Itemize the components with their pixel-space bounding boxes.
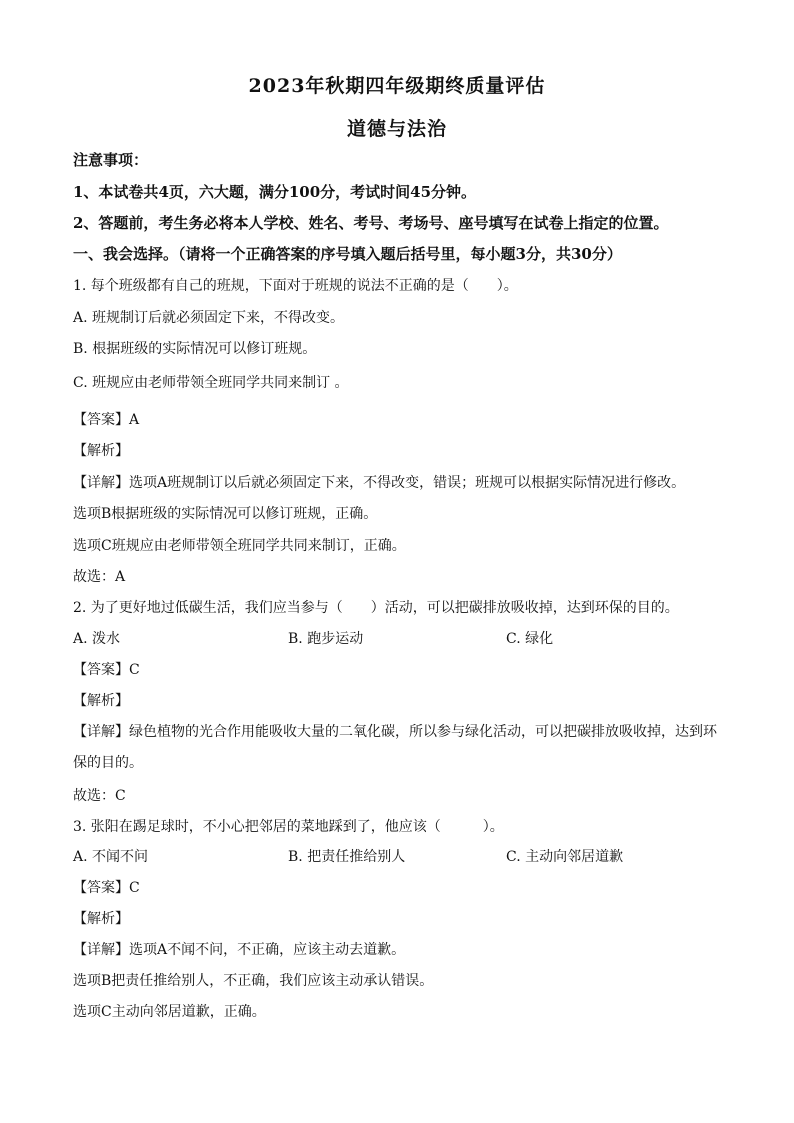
section1-heading: 一、我会选择。（请将一个正确答案的序号填入题后括号里，每小题3分，共30分） [73,245,622,263]
q1-answer: 【答案】A [73,412,140,428]
q1-stem: 1. 每个班级都有自己的班规，下面对于班规的说法不正确的是（ ）。 [73,278,518,294]
q2-option-c: C. 绿化 [506,631,554,647]
q3-answer: 【答案】C [73,880,140,896]
exam-title: 2023年秋期四年级期终质量评估 [248,75,546,97]
q3-option-c: C. 主动向邻居道歉 [506,849,624,865]
q3-detail-3: 选项C主动向邻居道歉，正确。 [73,1004,266,1020]
q1-option-a: A. 班规制订后就必须固定下来，不得改变。 [73,310,345,326]
q1-detail-1: 【详解】选项A班规制订以后就必须固定下来，不得改变，错误；班规可以根据实际情况进行修改。 [73,475,686,491]
q3-analysis: 【解析】 [73,911,129,927]
q1-detail-3: 选项C班规应由老师带领全班同学共同来制订，正确。 [73,538,406,554]
q3-detail-1: 【详解】选项A不闻不问，不正确，应该主动去道歉。 [73,942,406,958]
q2-option-b: B. 跑步运动 [288,631,364,647]
note-item-2: 2、答题前，考生务必将本人学校、姓名、考号、考场号、座号填写在试卷上指定的位置。 [73,214,669,232]
q2-stem: 2. 为了更好地过低碳生活，我们应当参与（ ）活动，可以把碳排放吸收掉，达到环保的目的。 [73,600,679,616]
q1-detail-2: 选项B根据班级的实际情况可以修订班规，正确。 [73,506,378,522]
q1-option-b: B. 根据班级的实际情况可以修订班规。 [73,341,317,357]
q2-detail: 【详解】绿色植物的光合作用能吸收大量的二氧化碳，所以参与绿化活动，可以把碳排放吸收掉，达到环保的目的。 [73,724,717,771]
q2-answer: 【答案】C [73,662,140,678]
exam-subject: 道德与法治 [346,118,447,140]
q3-stem: 3. 张阳在踢足球时，不小心把邻居的菜地踩到了，他应该（ ）。 [73,819,504,835]
q3-detail-2: 选项B把责任推给别人，不正确，我们应该主动承认错误。 [73,973,434,989]
notes-heading: 注意事项： [73,151,149,169]
q1-conclusion: 故选：A [73,569,126,585]
q3-option-b: B. 把责任推给别人 [288,849,406,865]
q1-option-c: C. 班规应由老师带领全班同学共同来制订 。 [73,375,349,391]
note-item-1: 1、本试卷共4页，六大题，满分100分，考试时间45分钟。 [73,183,477,201]
q2-option-a: A. 泼水 [73,631,121,647]
q1-analysis: 【解析】 [73,443,129,459]
q2-analysis: 【解析】 [73,693,129,709]
q3-option-a: A. 不闻不问 [73,849,149,865]
q2-conclusion: 故选：C [73,788,126,804]
